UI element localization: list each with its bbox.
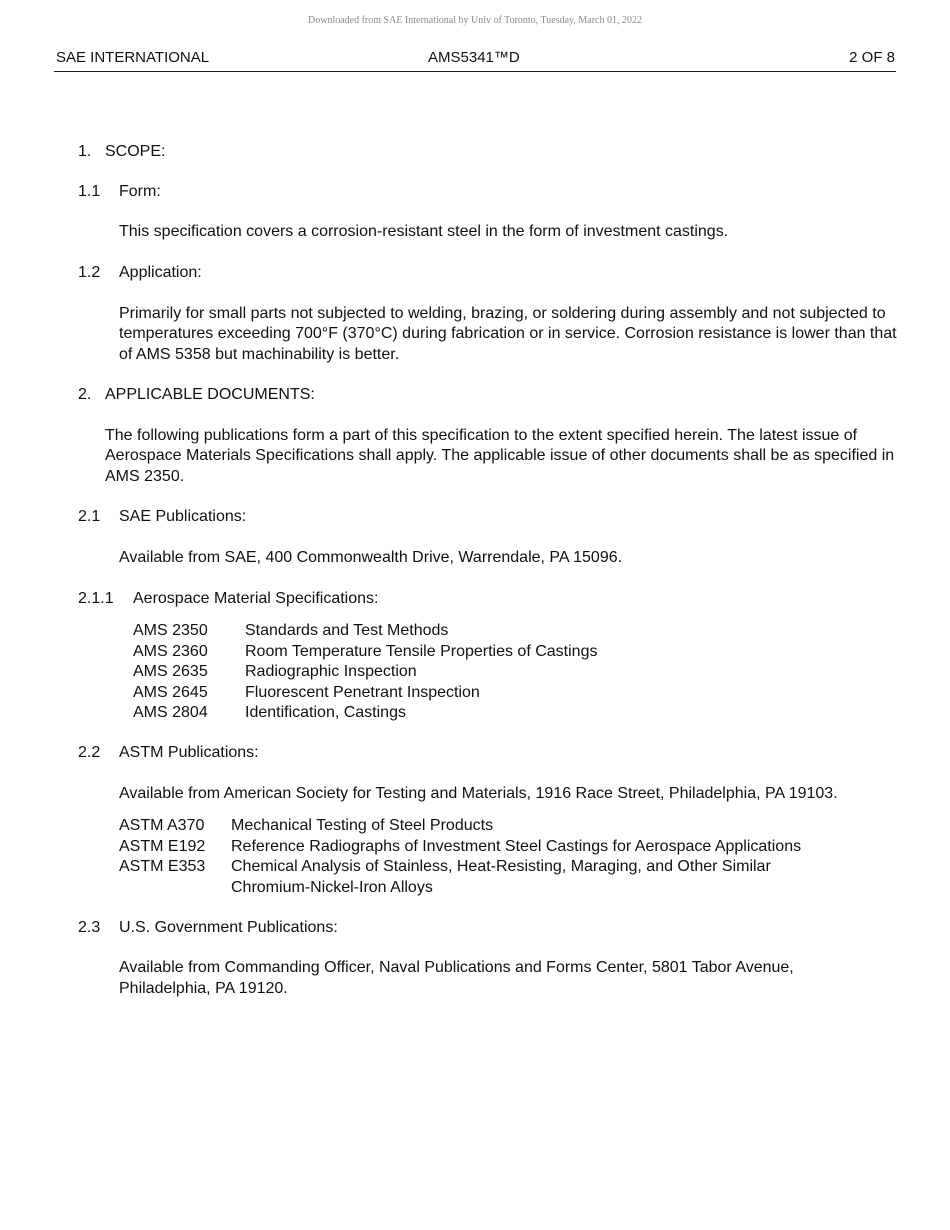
section-1-2-body: Primarily for small parts not subjected to welding, brazing, or soldering during assembly and not subjected to temperatures exceeding 700°F (370°C) during fabrication or in service. Corrosion resistance is lower than that of AMS 5358 but machinability is better. bbox=[119, 304, 897, 363]
document-code: AMS 2350 bbox=[133, 622, 208, 639]
document-title: Room Temperature Tensile Properties of Castings bbox=[245, 642, 598, 660]
document-title: Radiographic Inspection bbox=[245, 663, 417, 680]
section-title: Form: bbox=[119, 183, 161, 200]
document-body bbox=[78, 142, 898, 999]
document-code: ASTM E192 bbox=[119, 837, 206, 855]
section-title: SAE Publications: bbox=[119, 508, 247, 525]
ams-document-list bbox=[133, 621, 898, 724]
section-2-1-1-heading bbox=[78, 589, 898, 610]
list-item bbox=[133, 642, 898, 663]
section-title: U.S. Government Publications: bbox=[119, 918, 338, 936]
list-item bbox=[119, 857, 898, 898]
section-number: 1.1 bbox=[78, 183, 101, 200]
section-title: APPLICABLE DOCUMENTS: bbox=[105, 386, 315, 403]
section-number: 2.1.1 bbox=[78, 589, 114, 607]
section-number: 2.3 bbox=[78, 918, 101, 936]
document-title: Reference Radiographs of Investment Steel Castings for Aerospace Applications bbox=[231, 837, 802, 855]
section-number: 2. bbox=[78, 386, 92, 403]
section-1-1-heading bbox=[78, 182, 898, 203]
section-title: ASTM Publications: bbox=[119, 744, 259, 761]
list-item bbox=[133, 703, 898, 724]
section-1-2-heading bbox=[78, 263, 898, 284]
document-title: Mechanical Testing of Steel Products bbox=[231, 817, 494, 834]
document-title: Standards and Test Methods bbox=[245, 622, 449, 639]
document-code: AMS 2635 bbox=[133, 663, 208, 680]
astm-document-list bbox=[119, 816, 898, 898]
section-number: 2.1 bbox=[78, 508, 101, 525]
section-2-1-body: Available from SAE, 400 Commonwealth Drive, Warrendale, PA 15096. bbox=[119, 548, 623, 566]
document-code: AMS 2645 bbox=[133, 683, 208, 701]
section-2-2-heading bbox=[78, 743, 898, 764]
section-1-heading bbox=[78, 142, 898, 163]
header-divider bbox=[54, 71, 896, 72]
document-title: Fluorescent Penetrant Inspection bbox=[245, 683, 480, 701]
section-2-heading bbox=[78, 385, 898, 406]
document-code: AMS 2804 bbox=[133, 704, 208, 721]
list-item bbox=[133, 662, 898, 683]
document-title: Chemical Analysis of Stainless, Heat-Resisting, Maraging, and Other Similar Chromium-Nickel-Iron Alloys bbox=[231, 858, 771, 896]
section-title: SCOPE: bbox=[105, 143, 166, 160]
list-item bbox=[133, 621, 898, 642]
section-title: Application: bbox=[119, 264, 202, 281]
page-header bbox=[56, 49, 895, 69]
document-id: AMS5341™D bbox=[428, 49, 520, 66]
section-title: Aerospace Material Specifications: bbox=[133, 589, 379, 607]
list-item bbox=[133, 683, 898, 704]
section-number: 1. bbox=[78, 143, 92, 160]
section-2-3-heading bbox=[78, 918, 898, 939]
list-item bbox=[119, 837, 898, 858]
section-number: 1.2 bbox=[78, 264, 101, 281]
document-code: ASTM A370 bbox=[119, 817, 205, 834]
document-title: Identification, Castings bbox=[245, 704, 406, 721]
section-2-3-body: Available from Commanding Officer, Naval Publications and Forms Center, 5801 Tabor Avenue, Philadelphia, PA 19120. bbox=[119, 959, 794, 997]
publisher-name: SAE INTERNATIONAL bbox=[56, 49, 210, 66]
download-watermark: Downloaded from SAE International by Univ of Toronto, Tuesday, March 01, 2022 bbox=[308, 15, 642, 26]
section-2-body: The following publications form a part of this specification to the extent specified herein. The latest issue of Aerospace Materials Specifications shall apply. The applicable issue of other documents shall be as specified in AMS 2350. bbox=[105, 426, 895, 485]
list-item bbox=[119, 816, 898, 837]
section-number: 2.2 bbox=[78, 744, 101, 761]
document-code: AMS 2360 bbox=[133, 642, 208, 660]
section-2-2-body: Available from American Society for Testing and Materials, 1916 Race Street, Philadelphia, PA 19103. bbox=[119, 785, 838, 802]
document-code: ASTM E353 bbox=[119, 858, 206, 875]
section-2-1-heading bbox=[78, 507, 898, 528]
page-number: 2 OF 8 bbox=[849, 49, 895, 66]
section-1-1-body: This specification covers a corrosion-resistant steel in the form of investment castings. bbox=[119, 223, 729, 240]
